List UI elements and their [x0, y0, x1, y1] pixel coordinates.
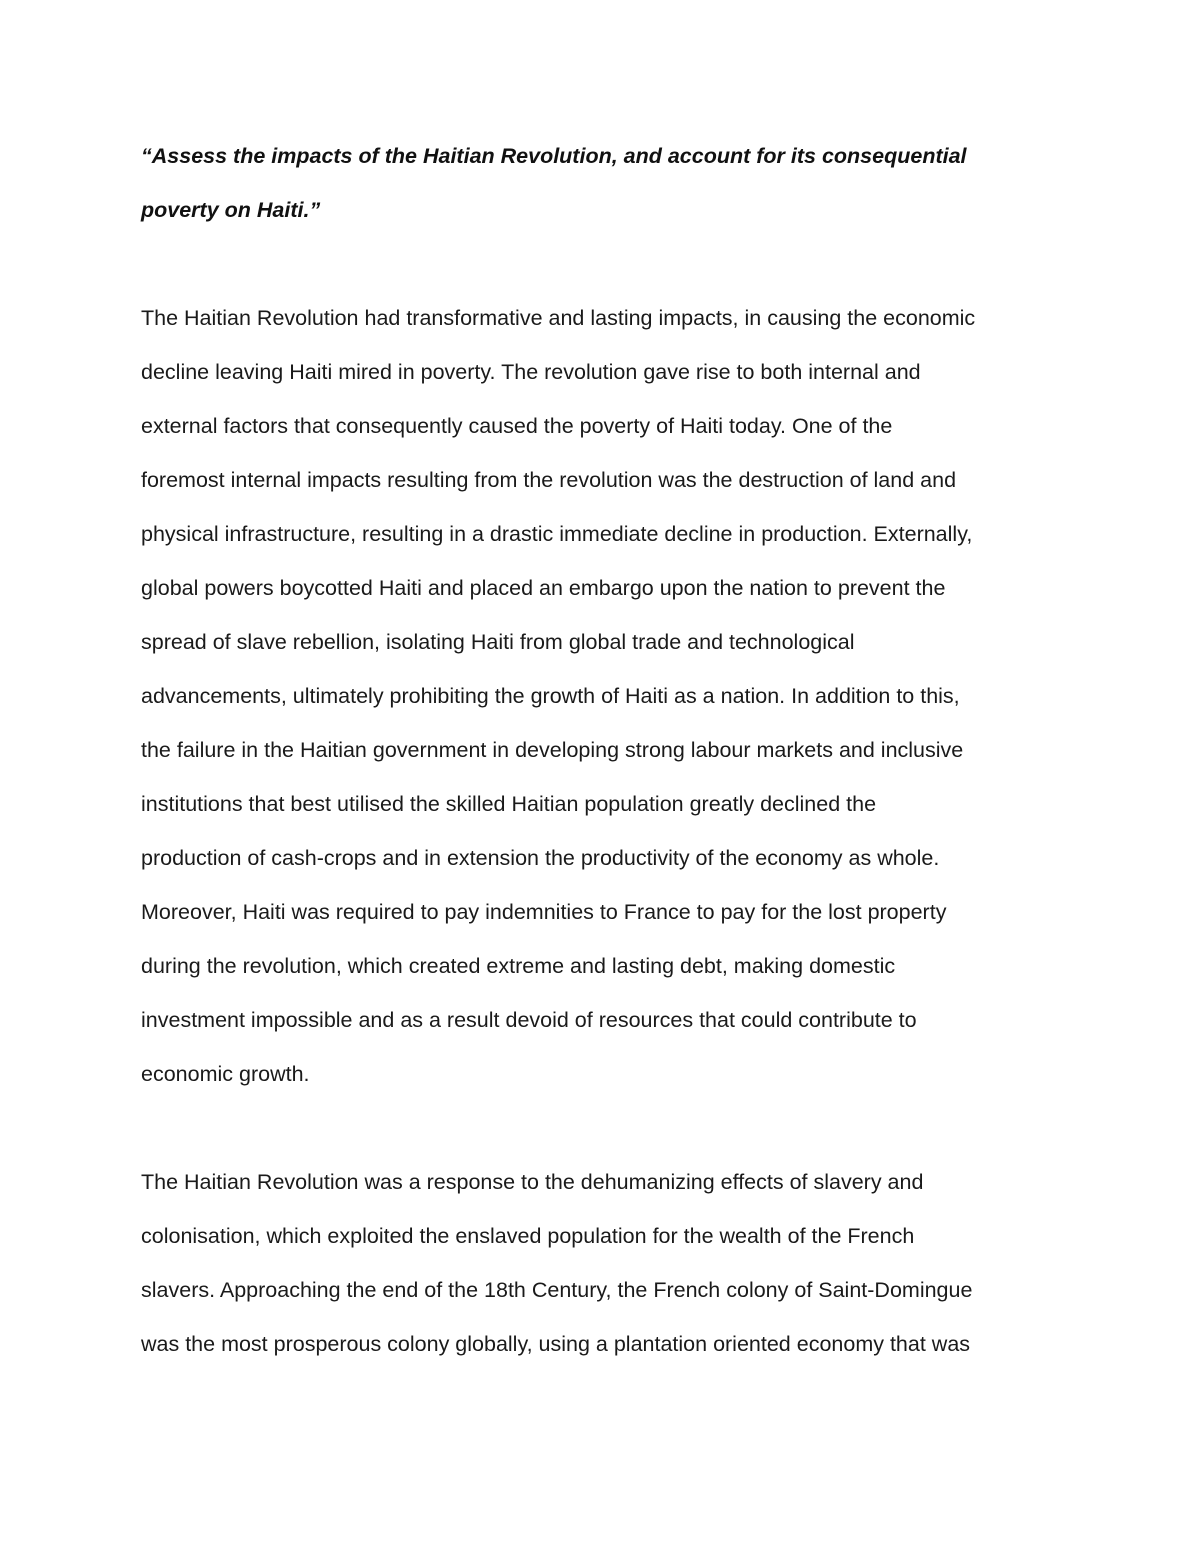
paragraph-1-line: the failure in the Haitian government in developing strong labour markets and inclusive [141, 738, 964, 762]
paragraph-2-line: slavers. Approaching the end of the 18th Century, the French colony of Saint-Domingue [141, 1278, 973, 1302]
paragraph-1-line: production of cash-crops and in extension the productivity of the economy as whole. [141, 846, 940, 870]
essay-title-line: poverty on Haiti.” [141, 198, 321, 222]
paragraph-1-line: The Haitian Revolution had transformative and lasting impacts, in causing the economic [141, 306, 976, 330]
paragraph-1-line: investment impossible and as a result devoid of resources that could contribute to [141, 1008, 917, 1032]
essay-title-line: “Assess the impacts of the Haitian Revolution, and account for its consequential [141, 144, 967, 168]
paragraph-1-line: economic growth. [141, 1062, 310, 1086]
paragraph-1-line: during the revolution, which created extreme and lasting debt, making domestic [141, 954, 896, 978]
paragraph-1-line: advancements, ultimately prohibiting the growth of Haiti as a nation. In addition to this, [141, 684, 960, 708]
paragraph-1-line: institutions that best utilised the skilled Haitian population greatly declined the [141, 792, 877, 816]
paragraph-1-line: foremost internal impacts resulting from the revolution was the destruction of land and [141, 468, 957, 492]
paragraph-1-line: decline leaving Haiti mired in poverty. The revolution gave rise to both internal and [141, 360, 921, 384]
paragraph-1-line: external factors that consequently caused the poverty of Haiti today. One of the [141, 414, 893, 438]
paragraph-2-line: was the most prosperous colony globally, using a plantation oriented economy that was [141, 1332, 971, 1356]
paragraph-1-line: global powers boycotted Haiti and placed an embargo upon the nation to prevent the [141, 576, 946, 600]
paragraph-2-line: colonisation, which exploited the enslaved population for the wealth of the French [141, 1224, 915, 1248]
paragraph-1-line: physical infrastructure, resulting in a drastic immediate decline in production. Externally, [141, 522, 973, 546]
paragraph-2-line: The Haitian Revolution was a response to the dehumanizing effects of slavery and [141, 1170, 924, 1194]
paragraph-1-line: spread of slave rebellion, isolating Haiti from global trade and technological [141, 630, 855, 654]
paragraph-1-line: Moreover, Haiti was required to pay indemnities to France to pay for the lost property [141, 900, 947, 924]
